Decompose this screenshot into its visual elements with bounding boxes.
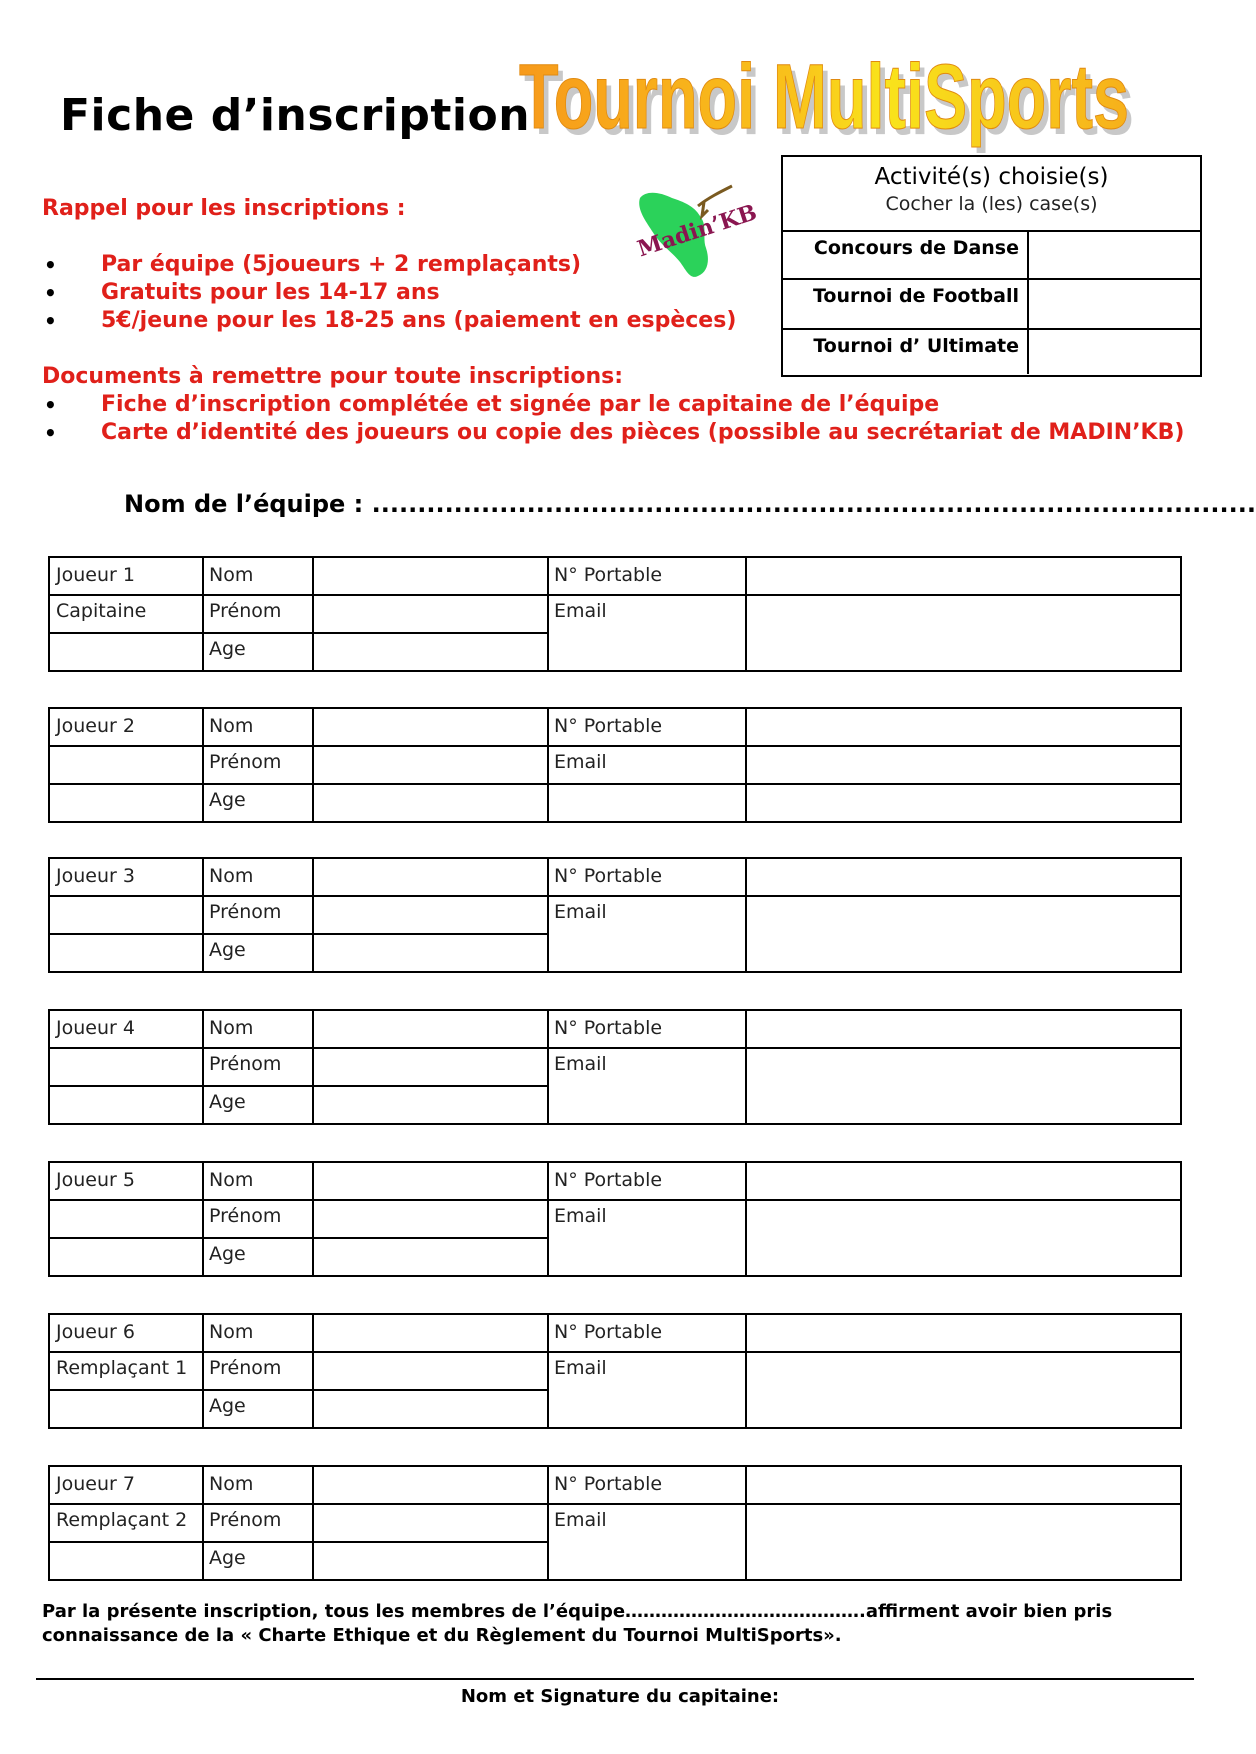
field-label-portable: N° Portable xyxy=(554,564,663,586)
field-label-age: Age xyxy=(209,1243,246,1265)
player-role xyxy=(50,745,203,781)
svg-text:Tournoi MultiSports: Tournoi MultiSports xyxy=(524,52,1134,154)
player-table xyxy=(48,1313,1182,1429)
nom-input[interactable] xyxy=(313,859,548,895)
player-label: Joueur 3 xyxy=(56,865,135,887)
field-label-portable: N° Portable xyxy=(554,865,663,887)
field-label-prenom: Prénom xyxy=(209,751,282,773)
email-input[interactable] xyxy=(746,745,1180,781)
portable-input[interactable] xyxy=(746,709,1180,745)
field-label-email: Email xyxy=(554,1053,607,1075)
activities-title: Activité(s) choisie(s) xyxy=(874,164,1109,190)
player-label: Joueur 6 xyxy=(56,1321,135,1343)
prenom-input[interactable] xyxy=(313,1047,548,1083)
list-item: • Fiche d’inscription complétée et signée par le capitaine de l’équipe xyxy=(44,392,940,417)
age-input[interactable] xyxy=(313,933,548,969)
nom-input[interactable] xyxy=(313,1011,548,1047)
field-label-prenom: Prénom xyxy=(209,1357,282,1379)
email-input[interactable] xyxy=(746,1199,1180,1235)
signature-label: Nom et Signature du capitaine: xyxy=(460,1686,780,1707)
player-table xyxy=(48,1009,1182,1125)
prenom-input[interactable] xyxy=(313,745,548,781)
player-blank xyxy=(50,783,203,819)
field-label-prenom: Prénom xyxy=(209,901,282,923)
activity-checkbox-danse[interactable] xyxy=(1029,232,1200,278)
field-label-nom: Nom xyxy=(209,715,254,737)
activity-label: Concours de Danse xyxy=(783,232,1029,278)
field-label-age: Age xyxy=(209,1395,246,1417)
portable-input[interactable] xyxy=(746,859,1180,895)
team-name-field[interactable]: Nom de l’équipe : ................................................................................................. xyxy=(124,490,1256,518)
field-label-prenom: Prénom xyxy=(209,600,282,622)
email-input[interactable] xyxy=(746,895,1180,931)
nom-input[interactable] xyxy=(313,558,548,594)
field-label-prenom: Prénom xyxy=(209,1205,282,1227)
field-label-email: Email xyxy=(554,1509,607,1531)
portable-input[interactable] xyxy=(746,558,1180,594)
field-label-email: Email xyxy=(554,901,607,923)
email-input[interactable] xyxy=(746,594,1180,630)
age-input[interactable] xyxy=(313,1085,548,1121)
documents-list xyxy=(42,391,1185,447)
prenom-input[interactable] xyxy=(313,594,548,630)
svg-text:Madin’KB: Madin’KB xyxy=(634,199,761,263)
statement-text: Par la présente inscription, tous les membres de l’équipe………………………………….affirment avoir bien pris connaissance de la « Charte Ethique et du Règlement du Tournoi MultiSports». xyxy=(42,1601,1113,1646)
player-role: Remplaçant 1 xyxy=(56,1357,188,1379)
field-label-nom: Nom xyxy=(209,564,254,586)
portable-input[interactable] xyxy=(746,1163,1180,1199)
field-label-prenom: Prénom xyxy=(209,1509,282,1531)
activity-checkbox-ultimate[interactable] xyxy=(1029,330,1200,374)
nom-input[interactable] xyxy=(313,1467,548,1503)
player-role xyxy=(50,895,203,931)
email-input[interactable] xyxy=(746,1503,1180,1539)
field-label-portable: N° Portable xyxy=(554,1473,663,1495)
field-label-nom: Nom xyxy=(209,1321,254,1343)
email-input[interactable] xyxy=(746,1047,1180,1083)
portable-input[interactable] xyxy=(746,1315,1180,1351)
portable-input[interactable] xyxy=(746,1011,1180,1047)
player-blank xyxy=(50,1541,203,1577)
field-label-nom: Nom xyxy=(209,1017,254,1039)
activity-checkbox-football[interactable] xyxy=(1029,280,1200,328)
player-blank xyxy=(50,1237,203,1273)
activities-box xyxy=(781,155,1202,377)
player-role xyxy=(50,1199,203,1235)
player-role: Capitaine xyxy=(56,600,147,622)
player-role xyxy=(50,1047,203,1083)
player-label: Joueur 2 xyxy=(56,715,135,737)
player-blank xyxy=(50,933,203,969)
player-label: Joueur 5 xyxy=(56,1169,135,1191)
field-label-portable: N° Portable xyxy=(554,715,663,737)
list-item: • Par équipe (5joueurs + 2 remplaçants) xyxy=(44,252,582,277)
player-blank xyxy=(50,632,203,668)
activity-row-football xyxy=(783,280,1200,330)
field-label-email: Email xyxy=(554,751,607,773)
field-label-age: Age xyxy=(209,789,246,811)
activities-subtitle: Cocher la (les) case(s) xyxy=(885,193,1098,215)
nom-input[interactable] xyxy=(313,1315,548,1351)
player-table xyxy=(48,1161,1182,1277)
activity-label: Tournoi d’ Ultimate xyxy=(783,330,1029,374)
activity-label: Tournoi de Football xyxy=(783,280,1029,328)
documents-heading: Documents à remettre pour toute inscriptions: xyxy=(42,364,624,389)
svg-text:Tournoi MultiSports: Tournoi MultiSports xyxy=(519,46,1129,148)
field-label-portable: N° Portable xyxy=(554,1017,663,1039)
list-item: • Gratuits pour les 14-17 ans xyxy=(44,280,440,305)
prenom-input[interactable] xyxy=(313,895,548,931)
field-label-email: Email xyxy=(554,600,607,622)
player-table xyxy=(48,857,1182,973)
player-table xyxy=(48,1465,1182,1581)
field-label-portable: N° Portable xyxy=(554,1169,663,1191)
field-label-age: Age xyxy=(209,939,246,961)
player-label: Joueur 4 xyxy=(56,1017,135,1039)
portable-input[interactable] xyxy=(746,1467,1180,1503)
field-label-age: Age xyxy=(209,638,246,660)
nom-input[interactable] xyxy=(313,1163,548,1199)
field-label-age: Age xyxy=(209,1547,246,1569)
player-blank xyxy=(50,1085,203,1121)
activity-row-danse xyxy=(783,232,1200,280)
activities-header xyxy=(783,157,1200,232)
age-input[interactable] xyxy=(313,632,548,668)
player-table xyxy=(48,707,1182,823)
divider xyxy=(36,1678,1194,1680)
age-input[interactable] xyxy=(313,1389,548,1425)
player-label: Joueur 1 xyxy=(56,564,135,586)
rappel-heading: Rappel pour les inscriptions : xyxy=(42,196,406,221)
field-label-portable: N° Portable xyxy=(554,1321,663,1343)
prenom-input[interactable] xyxy=(313,1351,548,1387)
age-input[interactable] xyxy=(313,783,548,819)
player-label: Joueur 7 xyxy=(56,1473,135,1495)
player-table xyxy=(48,556,1182,672)
activity-row-ultimate xyxy=(783,330,1200,374)
email-input[interactable] xyxy=(746,1351,1180,1387)
banner-title xyxy=(518,30,1148,160)
age-input[interactable] xyxy=(313,1541,548,1577)
field-label-email: Email xyxy=(554,1205,607,1227)
field-label-nom: Nom xyxy=(209,1169,254,1191)
field-label-email: Email xyxy=(554,1357,607,1379)
list-item: • Carte d’identité des joueurs ou copie des pièces (possible au secrétariat de MADIN’KB) xyxy=(44,420,1185,445)
prenom-input[interactable] xyxy=(313,1199,548,1235)
prenom-input[interactable] xyxy=(313,1503,548,1539)
player-blank xyxy=(50,1389,203,1425)
field-label-prenom: Prénom xyxy=(209,1053,282,1075)
nom-input[interactable] xyxy=(313,709,548,745)
age-input[interactable] xyxy=(313,1237,548,1273)
field-label-nom: Nom xyxy=(209,1473,254,1495)
field-label-nom: Nom xyxy=(209,865,254,887)
field-label-age: Age xyxy=(209,1091,246,1113)
player-role: Remplaçant 2 xyxy=(56,1509,188,1531)
page-title: Fiche d’inscription xyxy=(60,90,531,141)
list-item: • 5€/jeune pour les 18-25 ans (paiement en espèces) xyxy=(44,308,737,333)
